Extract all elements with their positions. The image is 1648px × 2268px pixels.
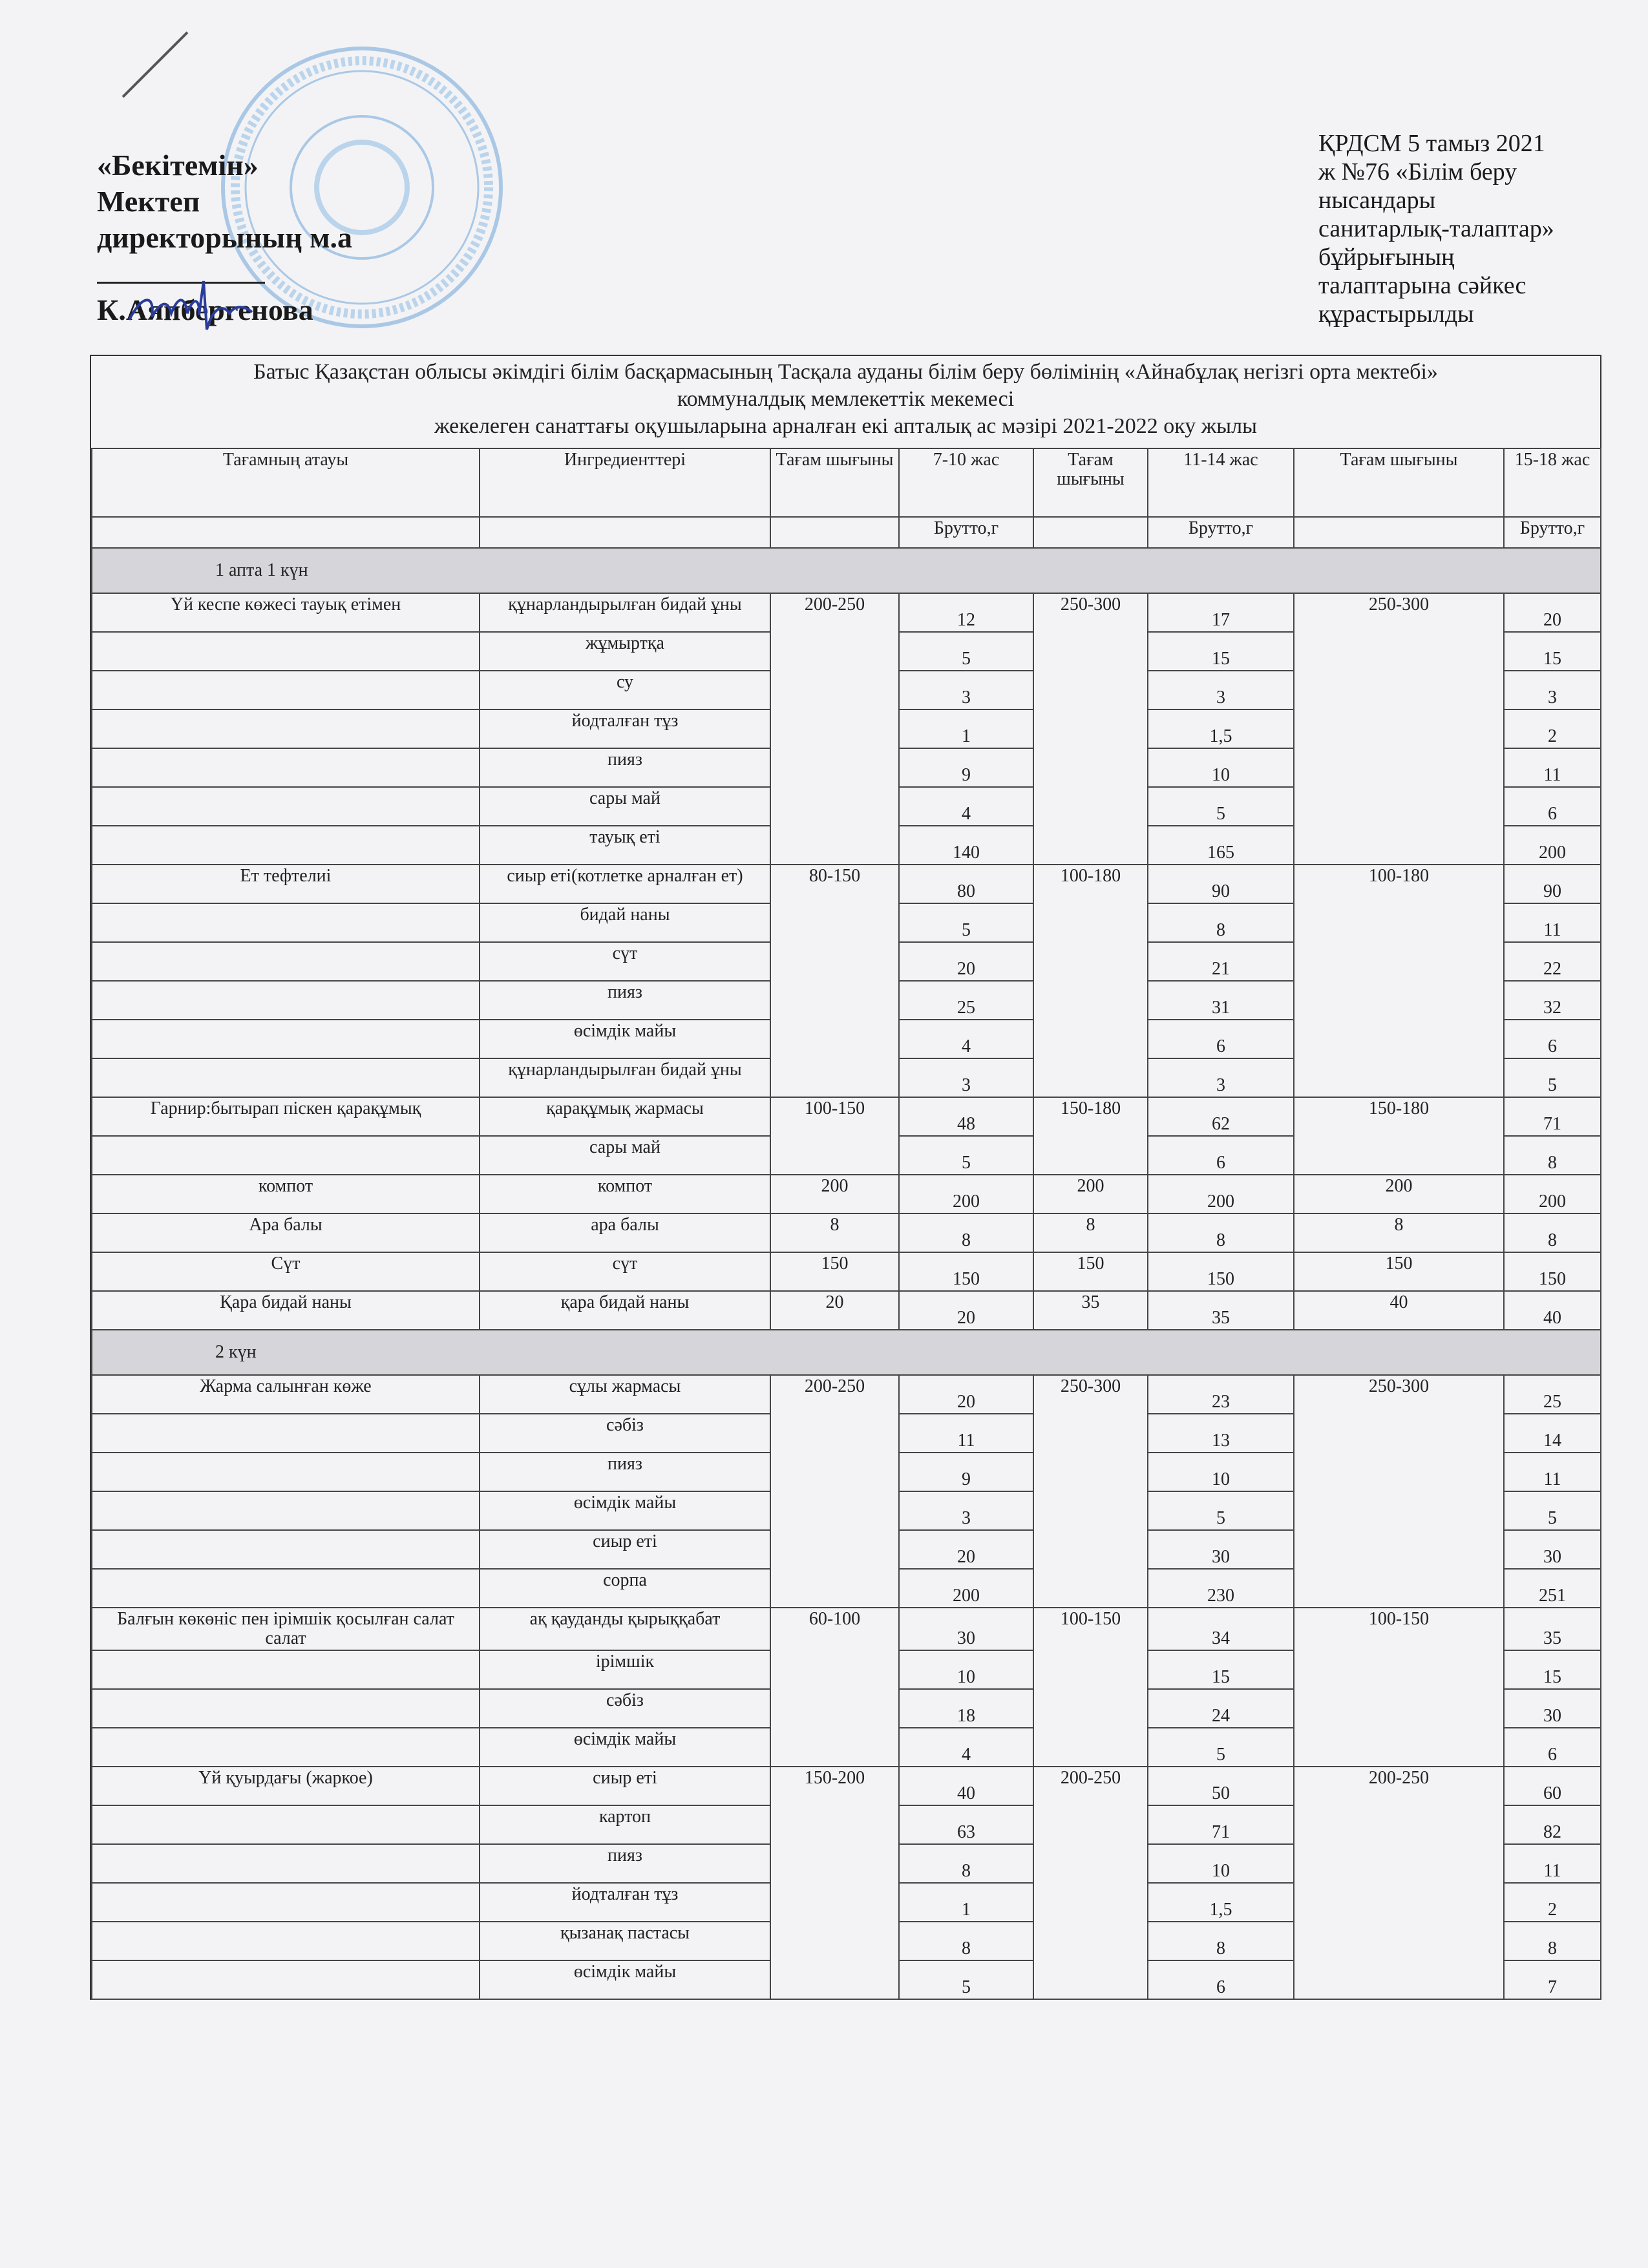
approval-title: «Бекітемін»	[97, 149, 259, 182]
portion-range: 100-180	[1033, 865, 1148, 1097]
empty-cell	[92, 1728, 480, 1767]
gross-weight: 8	[899, 1844, 1033, 1883]
gross-weight: 30	[1504, 1530, 1601, 1569]
portion-range: 20	[770, 1291, 899, 1330]
empty-cell	[92, 1650, 480, 1689]
gross-weight: 8	[1148, 1922, 1294, 1960]
gross-weight: 5	[1148, 1728, 1294, 1767]
empty-cell	[92, 942, 480, 981]
gross-weight: 8	[899, 1213, 1033, 1252]
empty-cell	[92, 981, 480, 1020]
empty-cell	[92, 1058, 480, 1097]
gross-weight: 4	[899, 1728, 1033, 1767]
order-line: бұйрығының	[1318, 244, 1455, 271]
gross-weight: 17	[1148, 593, 1294, 632]
gross-weight: 200	[899, 1175, 1033, 1213]
gross-weight: 15	[1148, 1650, 1294, 1689]
order-line: санитарлық-талаптар»	[1318, 215, 1554, 242]
gross-weight: 5	[899, 1960, 1033, 1999]
gross-weight: 5	[1148, 1491, 1294, 1530]
empty-cell	[92, 1883, 480, 1922]
gross-weight: 30	[1148, 1530, 1294, 1569]
pen-mark	[116, 26, 194, 103]
gross-weight: 35	[1148, 1291, 1294, 1330]
gross-weight: 25	[1504, 1375, 1601, 1414]
gross-weight: 82	[1504, 1805, 1601, 1844]
gross-weight: 200	[1148, 1175, 1294, 1213]
empty-cell	[92, 517, 480, 548]
ingredient-row	[92, 865, 1601, 903]
gross-weight: 200	[1504, 826, 1601, 865]
gross-weight: 71	[1504, 1097, 1601, 1136]
gross-weight: 14	[1504, 1414, 1601, 1453]
gross-weight: 150	[899, 1252, 1033, 1291]
empty-cell	[92, 632, 480, 671]
ingredient-name: компот	[480, 1175, 770, 1213]
ingredient-name: су	[480, 671, 770, 709]
ingredient-name: сиыр еті	[480, 1530, 770, 1569]
gross-weight: 9	[899, 748, 1033, 787]
menu-table	[91, 448, 1601, 2000]
empty-cell	[92, 1689, 480, 1728]
portion-range: 150-180	[1294, 1097, 1504, 1175]
order-line: талаптарына сәйкес	[1318, 272, 1527, 299]
column-header: 15-18 жас	[1504, 448, 1601, 517]
gross-weight: 8	[1148, 903, 1294, 942]
unit-row	[92, 517, 1601, 548]
ingredient-row	[92, 593, 1601, 632]
ingredient-name: жұмыртқа	[480, 632, 770, 671]
empty-cell	[92, 826, 480, 865]
gross-weight: 21	[1148, 942, 1294, 981]
gross-weight: 2	[1504, 1883, 1601, 1922]
unit-label: Брутто,г	[899, 517, 1033, 548]
day-label: 1 апта 1 күн	[92, 548, 1601, 593]
ingredient-name: пияз	[480, 1453, 770, 1491]
gross-weight: 3	[1148, 1058, 1294, 1097]
order-line: құрастырылды	[1318, 300, 1474, 328]
gross-weight: 6	[1504, 1020, 1601, 1058]
empty-cell	[92, 787, 480, 826]
ingredient-name: сары май	[480, 1136, 770, 1175]
gross-weight: 11	[899, 1414, 1033, 1453]
gross-weight: 165	[1148, 826, 1294, 865]
ingredient-row	[92, 1291, 1601, 1330]
gross-weight: 60	[1504, 1767, 1601, 1805]
empty-cell	[1033, 517, 1148, 548]
gross-weight: 71	[1148, 1805, 1294, 1844]
gross-weight: 3	[1504, 671, 1601, 709]
gross-weight: 10	[1148, 1844, 1294, 1883]
portion-range: 150-200	[770, 1767, 899, 1999]
portion-range: 8	[1033, 1213, 1148, 1252]
dish-name: Сүт	[92, 1252, 480, 1291]
ingredient-row	[92, 1252, 1601, 1291]
gross-weight: 3	[899, 1491, 1033, 1530]
gross-weight: 6	[1148, 1960, 1294, 1999]
portion-range: 250-300	[1033, 1375, 1148, 1608]
gross-weight: 20	[899, 942, 1033, 981]
portion-range: 100-150	[770, 1097, 899, 1175]
day-row	[92, 548, 1601, 593]
portion-range: 100-150	[1033, 1608, 1148, 1767]
gross-weight: 1	[899, 1883, 1033, 1922]
dish-name: Жарма салынған көже	[92, 1375, 480, 1414]
empty-cell	[92, 1569, 480, 1608]
gross-weight: 62	[1148, 1097, 1294, 1136]
gross-weight: 22	[1504, 942, 1601, 981]
gross-weight: 15	[1148, 632, 1294, 671]
ingredient-name: пияз	[480, 748, 770, 787]
portion-range: 150	[1033, 1252, 1148, 1291]
dish-name: Гарнир:бытырап піскен қарақұмық	[92, 1097, 480, 1136]
portion-range: 150-180	[1033, 1097, 1148, 1175]
ingredient-name: пияз	[480, 981, 770, 1020]
empty-cell	[92, 1922, 480, 1960]
ingredient-name: тауық еті	[480, 826, 770, 865]
dish-name: Ара балы	[92, 1213, 480, 1252]
empty-cell	[92, 748, 480, 787]
ingredient-row	[92, 1175, 1601, 1213]
portion-range: 200-250	[770, 593, 899, 865]
gross-weight: 34	[1148, 1608, 1294, 1650]
gross-weight: 9	[899, 1453, 1033, 1491]
ingredient-name: сүт	[480, 942, 770, 981]
gross-weight: 5	[1148, 787, 1294, 826]
title-line: жекелеген санаттағы оқушыларына арналған екі апталық ас мәзірі 2021-2022 оку жылы	[434, 414, 1257, 438]
day-row	[92, 1330, 1601, 1375]
gross-weight: 5	[899, 632, 1033, 671]
portion-range: 40	[1294, 1291, 1504, 1330]
portion-range: 200-250	[770, 1375, 899, 1608]
portion-range: 8	[1294, 1213, 1504, 1252]
gross-weight: 8	[1504, 1136, 1601, 1175]
gross-weight: 11	[1504, 903, 1601, 942]
portion-range: 250-300	[1294, 1375, 1504, 1608]
ingredient-name: картоп	[480, 1805, 770, 1844]
gross-weight: 12	[899, 593, 1033, 632]
handwritten-signature	[123, 268, 271, 339]
ingredient-row	[92, 1097, 1601, 1136]
order-reference	[1318, 129, 1590, 328]
gross-weight: 140	[899, 826, 1033, 865]
gross-weight: 15	[1504, 1650, 1601, 1689]
portion-range: 200-250	[1033, 1767, 1148, 1999]
gross-weight: 8	[1504, 1922, 1601, 1960]
ingredient-name: ірімшік	[480, 1650, 770, 1689]
portion-range: 8	[770, 1213, 899, 1252]
gross-weight: 11	[1504, 748, 1601, 787]
dish-name: Балғын көкөніс пен ірімшік қосылған салат салат	[92, 1608, 480, 1650]
ingredient-name: сиыр еті(котлетке арналған ет)	[480, 865, 770, 903]
ingredient-name: қызанақ пастасы	[480, 1922, 770, 1960]
portion-range: 200	[1033, 1175, 1148, 1213]
order-line: ж №76 «Білім беру	[1318, 158, 1517, 185]
gross-weight: 6	[1148, 1020, 1294, 1058]
empty-cell	[92, 1844, 480, 1883]
portion-range: 200	[1294, 1175, 1504, 1213]
gross-weight: 80	[899, 865, 1033, 903]
gross-weight: 200	[899, 1569, 1033, 1608]
column-header: Тағам шығыны	[1294, 448, 1504, 517]
empty-cell	[92, 1136, 480, 1175]
gross-weight: 32	[1504, 981, 1601, 1020]
dish-name: Қара бидай наны	[92, 1291, 480, 1330]
gross-weight: 48	[899, 1097, 1033, 1136]
ingredient-name: ара балы	[480, 1213, 770, 1252]
gross-weight: 5	[1504, 1491, 1601, 1530]
portion-range: 80-150	[770, 865, 899, 1097]
gross-weight: 11	[1504, 1453, 1601, 1491]
gross-weight: 8	[1504, 1213, 1601, 1252]
portion-range: 100-180	[1294, 865, 1504, 1097]
column-header: Тағам шығыны	[1033, 448, 1148, 517]
ingredient-name: қара бидай наны	[480, 1291, 770, 1330]
empty-cell	[92, 709, 480, 748]
gross-weight: 200	[1504, 1175, 1601, 1213]
ingredient-name: өсімдік майы	[480, 1960, 770, 1999]
header-row	[92, 448, 1601, 517]
ingredient-name: сүт	[480, 1252, 770, 1291]
ingredient-name: өсімдік майы	[480, 1020, 770, 1058]
gross-weight: 10	[899, 1650, 1033, 1689]
gross-weight: 3	[899, 671, 1033, 709]
gross-weight: 15	[1504, 632, 1601, 671]
gross-weight: 8	[899, 1922, 1033, 1960]
gross-weight: 8	[1148, 1213, 1294, 1252]
gross-weight: 150	[1148, 1252, 1294, 1291]
gross-weight: 230	[1148, 1569, 1294, 1608]
portion-range: 150	[1294, 1252, 1504, 1291]
gross-weight: 3	[1148, 671, 1294, 709]
empty-cell	[480, 517, 770, 548]
gross-weight: 4	[899, 1020, 1033, 1058]
ingredient-name: сары май	[480, 787, 770, 826]
gross-weight: 6	[1504, 787, 1601, 826]
ingredient-name: құнарландырылған бидай ұны	[480, 593, 770, 632]
gross-weight: 18	[899, 1689, 1033, 1728]
column-header: Тағам шығыны	[770, 448, 899, 517]
gross-weight: 1	[899, 709, 1033, 748]
gross-weight: 10	[1148, 748, 1294, 787]
ingredient-name: сәбіз	[480, 1414, 770, 1453]
portion-range: 35	[1033, 1291, 1148, 1330]
dish-name: компот	[92, 1175, 480, 1213]
column-header: 7-10 жас	[899, 448, 1033, 517]
ingredient-name: сәбіз	[480, 1689, 770, 1728]
title-line: коммуналдық мемлекеттік мекемесі	[677, 387, 1015, 411]
gross-weight: 35	[1504, 1608, 1601, 1650]
unit-label: Брутто,г	[1504, 517, 1601, 548]
ingredient-name: қарақұмық жармасы	[480, 1097, 770, 1136]
ingredient-name: бидай наны	[480, 903, 770, 942]
ingredient-name: сұлы жармасы	[480, 1375, 770, 1414]
empty-cell	[92, 671, 480, 709]
ingredient-name: сорпа	[480, 1569, 770, 1608]
ingredient-row	[92, 1375, 1601, 1414]
ingredient-name: йодталған тұз	[480, 709, 770, 748]
portion-range: 60-100	[770, 1608, 899, 1767]
ingredient-row	[92, 1767, 1601, 1805]
empty-cell	[92, 1805, 480, 1844]
empty-cell	[1294, 517, 1504, 548]
ingredient-name: пияз	[480, 1844, 770, 1883]
ingredient-row	[92, 1213, 1601, 1252]
gross-weight: 20	[899, 1291, 1033, 1330]
dish-name: Ет тефтелиі	[92, 865, 480, 903]
empty-cell	[92, 1960, 480, 1999]
gross-weight: 5	[899, 903, 1033, 942]
gross-weight: 63	[899, 1805, 1033, 1844]
ingredient-name: сиыр еті	[480, 1767, 770, 1805]
gross-weight: 31	[1148, 981, 1294, 1020]
gross-weight: 6	[1148, 1136, 1294, 1175]
title-line: Батыс Қазақстан облысы әкімдігі білім басқармасының Тасқала ауданы білім беру бөлімінің «Айнабұлақ негізгі орта мектебі»	[253, 360, 1438, 384]
gross-weight: 25	[899, 981, 1033, 1020]
portion-range: 200	[770, 1175, 899, 1213]
empty-cell	[92, 1414, 480, 1453]
ingredient-name: ақ қауданды қырыққабат	[480, 1608, 770, 1650]
empty-cell	[92, 1491, 480, 1530]
unit-label: Брутто,г	[1148, 517, 1294, 548]
menu-document	[90, 355, 1601, 2000]
order-line: нысандары	[1318, 187, 1436, 214]
gross-weight: 23	[1148, 1375, 1294, 1414]
gross-weight: 10	[1148, 1453, 1294, 1491]
gross-weight: 1,5	[1148, 709, 1294, 748]
ingredient-name: өсімдік майы	[480, 1728, 770, 1767]
approval-position: директорының м.а	[97, 221, 353, 254]
column-header: Ингредиенттері	[480, 448, 770, 517]
day-label: 2 күн	[92, 1330, 1601, 1375]
gross-weight: 5	[1504, 1058, 1601, 1097]
dish-name: Үй қуырдағы (жаркое)	[92, 1767, 480, 1805]
gross-weight: 40	[1504, 1291, 1601, 1330]
ingredient-name: құнарландырылған бидай ұны	[480, 1058, 770, 1097]
ingredient-name: йодталған тұз	[480, 1883, 770, 1922]
column-header: Тағамның атауы	[92, 448, 480, 517]
gross-weight: 11	[1504, 1844, 1601, 1883]
document-title	[91, 356, 1600, 448]
empty-cell	[92, 1530, 480, 1569]
gross-weight: 251	[1504, 1569, 1601, 1608]
gross-weight: 5	[899, 1136, 1033, 1175]
gross-weight: 90	[1504, 865, 1601, 903]
gross-weight: 1,5	[1148, 1883, 1294, 1922]
empty-cell	[770, 517, 899, 548]
dish-name: Үй кеспе көжесі тауық етімен	[92, 593, 480, 632]
portion-range: 200-250	[1294, 1767, 1504, 1999]
gross-weight: 150	[1504, 1252, 1601, 1291]
portion-range: 250-300	[1033, 593, 1148, 865]
column-header: 11-14 жас	[1148, 448, 1294, 517]
gross-weight: 30	[899, 1608, 1033, 1650]
gross-weight: 20	[899, 1375, 1033, 1414]
gross-weight: 40	[899, 1767, 1033, 1805]
gross-weight: 90	[1148, 865, 1294, 903]
empty-cell	[92, 1020, 480, 1058]
gross-weight: 4	[899, 787, 1033, 826]
approval-school: Мектеп	[97, 185, 200, 218]
gross-weight: 20	[899, 1530, 1033, 1569]
ingredient-row	[92, 1608, 1601, 1650]
portion-range: 150	[770, 1252, 899, 1291]
empty-cell	[92, 903, 480, 942]
empty-cell	[92, 1453, 480, 1491]
approver-name: К.Аяпбергенова	[97, 293, 313, 326]
portion-range: 250-300	[1294, 593, 1504, 865]
gross-weight: 3	[899, 1058, 1033, 1097]
ingredient-name: өсімдік майы	[480, 1491, 770, 1530]
gross-weight: 24	[1148, 1689, 1294, 1728]
gross-weight: 20	[1504, 593, 1601, 632]
portion-range: 100-150	[1294, 1608, 1504, 1767]
gross-weight: 50	[1148, 1767, 1294, 1805]
gross-weight: 6	[1504, 1728, 1601, 1767]
gross-weight: 7	[1504, 1960, 1601, 1999]
gross-weight: 30	[1504, 1689, 1601, 1728]
order-line: ҚРДСМ 5 тамыз 2021	[1318, 130, 1545, 157]
gross-weight: 13	[1148, 1414, 1294, 1453]
gross-weight: 2	[1504, 709, 1601, 748]
